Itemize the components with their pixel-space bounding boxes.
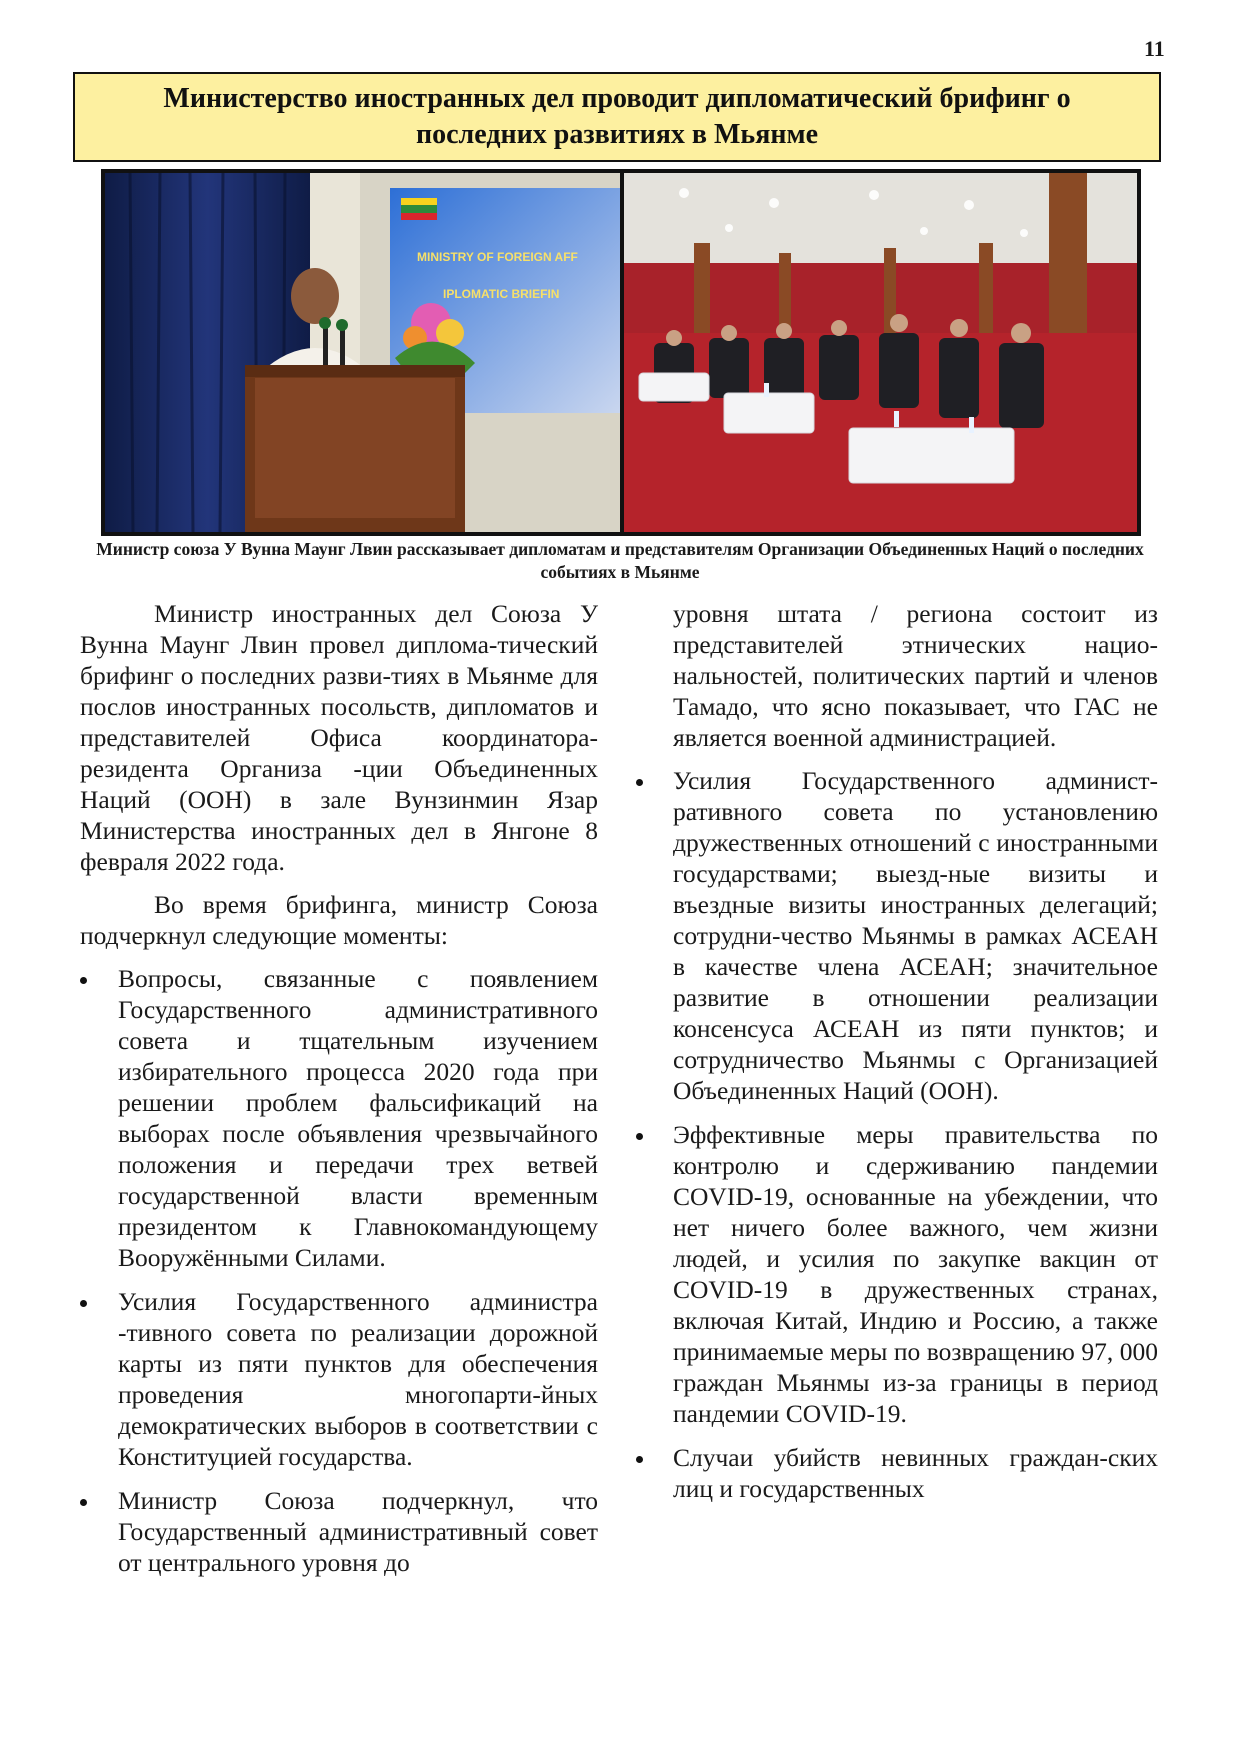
list-item: Вопросы, связанные с появлением Государственного административного совета и тщательным изучением избирательного процесса 2020 года при решении проблем фальсификаций на выборах после объявления чрезвычайного положения и передачи трех ветвей государственной власти временным президентом к Главнокомандующему Вооружёнными Силами. — [80, 963, 598, 1273]
left-column — [80, 598, 598, 1591]
right-column — [673, 598, 1158, 1517]
podium-scene-illustration — [105, 173, 620, 532]
continuation-paragraph: уровня штата / региона состоит из представителей этнических нацио-нальностей, политических партий и членов Тамадо, что ясно показывает, что ГАС не является военной администрацией. — [673, 599, 1158, 752]
list-item: Усилия Государственного администра -тивного совета по реализации дорожной карты из пяти пунктов для обеспечения проведения многопарти-йных демократических выборов в соответствии с Конституцией государства. — [80, 1286, 598, 1472]
title-box — [73, 72, 1161, 162]
briefing-paragraph: Во время брифинга, министр Союза подчеркнул следующие моменты: — [80, 890, 598, 950]
audience-scene-illustration — [624, 173, 1137, 532]
slide-text-2: IPLOMATIC BRIEFIN — [443, 287, 560, 301]
photo-strip — [101, 169, 1141, 536]
photo-audience-hall — [624, 173, 1137, 532]
list-item: Эффективные меры правительства по контролю и сдерживанию пандемии COVID-19, основанные на убеждении, что нет ничего более важного, чем жизни людей, и усилия по закупке вакцин от COVID-19 в дружественных странах, включая Китай, Индию и Россию, а также принимаемые меры по возвращению 97, 000 граждан Мьянмы из-за границы в период пандемии COVID-19. — [673, 1120, 1158, 1428]
left-bullet-list — [80, 963, 598, 1578]
slide-text-1: MINISTRY OF FOREIGN AFF — [417, 250, 578, 264]
photo-caption: Министр союза У Вунна Маунг Лвин рассказывает дипломатам и представителям Организации Объединенных Наций о последних событиях в Мьянме — [96, 539, 1144, 582]
list-item: Министр Союза подчеркнул, что Государственный административный совет от центрального уровня до — [80, 1485, 598, 1578]
photo-minister-podium — [105, 173, 620, 532]
right-bullet-list — [673, 765, 1158, 1504]
list-item: Усилия Государственного админист-ративного совета по установлению дружественных отношений с иностранными государствами; выезд-ные визиты и въездные визиты иностранных делегаций; сотрудни-чество Мьянмы в рамках АСЕАН в качестве члена АСЕАН; значительное развитие в отношении реализации консенсуса АСЕАН из пяти пунктов; и сотрудничество Мьянмы с Организацией Объединенных Наций (ООН). — [673, 766, 1158, 1105]
article-title: Министерство иностранных дел проводит дипломатический брифинг о последних развитиях в Мьянме — [163, 83, 1071, 150]
intro-paragraph: Министр иностранных дел Союза У Вунна Маунг Лвин провел диплома-тический брифинг о последних разви-тиях в Мьянме для послов иностранных посольств, дипломатов и представителей Офиса координатора-резидента Организа -ции Объединенных Наций (ООН) в зале Вунзинмин Язар Министерства иностранных дел в Янгоне 8 февраля 2022 года. — [80, 599, 598, 876]
list-item: Случаи убийств невинных граждан-ских лиц и государственных — [673, 1443, 1158, 1503]
page-number: 11 — [1144, 36, 1165, 61]
